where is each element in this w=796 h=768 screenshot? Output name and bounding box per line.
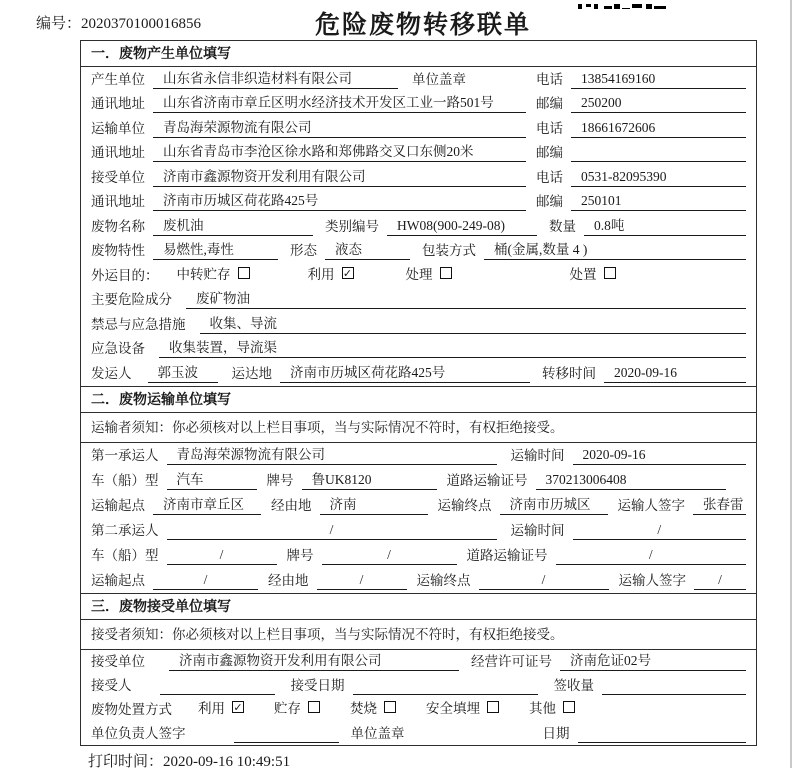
field-label: 禁忌与应急措施	[91, 316, 186, 332]
form-row	[81, 650, 756, 674]
section-note: 运输者须知：你必须核对以上栏目事项，当与实际情况不符时，有权拒绝接受。	[81, 413, 756, 443]
field-label: 第一承运人	[91, 447, 159, 463]
field-label: 签收量	[553, 677, 594, 693]
field-label: 发运人	[91, 365, 132, 381]
field-label: 接受单位	[91, 653, 145, 669]
blank-field-value	[234, 726, 339, 743]
field-label: 运输终点	[416, 572, 471, 588]
field-value: 2020-09-16	[604, 365, 746, 383]
field-label: 电话	[536, 71, 563, 87]
field-value: /	[153, 572, 258, 590]
form-row	[81, 468, 756, 493]
field-label: 道路运输证号	[446, 472, 528, 488]
field-value: 液态	[325, 239, 410, 261]
checkbox-option	[529, 698, 575, 719]
field-value: 济南市章丘区	[153, 493, 261, 515]
form-row	[81, 190, 756, 215]
field-label: 单位盖章	[412, 71, 466, 87]
field-label: 废物名称	[91, 218, 145, 234]
checkbox-label: 中转贮存	[176, 266, 231, 282]
field-label: 废物处置方式	[91, 701, 172, 717]
field-value: 250200	[571, 95, 746, 113]
blank-field-value	[578, 726, 747, 743]
checkbox-checked-icon: ✓	[342, 266, 353, 280]
field-label: 经营许可证号	[471, 653, 552, 669]
field-label: 接受人	[91, 677, 132, 693]
doc-number-label: 编号：	[36, 16, 82, 32]
form-row	[81, 568, 756, 593]
field-label: 运输起点	[91, 572, 145, 588]
field-value: 废机油	[153, 214, 313, 236]
blank-field-value	[160, 678, 275, 695]
form-row	[81, 493, 756, 518]
field-value: 13854169160	[571, 71, 746, 89]
checkbox-option	[570, 263, 616, 285]
field-value: 18661672606	[571, 120, 746, 138]
section-receiver	[81, 593, 756, 746]
form-row	[81, 165, 756, 190]
field-label: 单位负责人签字	[91, 725, 186, 741]
field-label: 运输单位	[91, 120, 145, 136]
section-rows	[81, 650, 756, 746]
checkbox-label: 利用	[307, 266, 335, 282]
checkbox-option	[406, 263, 452, 285]
field-label: 应急设备	[91, 341, 145, 356]
form-row	[81, 116, 756, 141]
field-label: 主要危险成分	[91, 292, 172, 307]
page-header	[0, 0, 796, 40]
field-label: 产生单位	[91, 71, 145, 87]
field-label: 类别编号	[325, 218, 379, 234]
field-label: 邮编	[536, 96, 563, 111]
checkbox-checked-icon: ✓	[233, 700, 243, 714]
form-row	[81, 312, 756, 337]
field-label: 牌号	[266, 472, 294, 488]
field-value: 收集、导流	[200, 312, 747, 334]
form-row	[81, 263, 756, 288]
checkbox-label: 焚烧	[350, 700, 377, 716]
field-value: 2020-09-16	[573, 447, 747, 465]
field-value: 济南市历城区荷花路425号	[153, 190, 526, 212]
field-value: 济南市鑫源物资开发利用有限公司	[169, 650, 459, 671]
field-label: 牌号	[286, 547, 314, 563]
form-row	[81, 239, 756, 264]
field-label: 车（船）型	[91, 547, 159, 563]
field-label: 邮编	[536, 145, 563, 160]
field-label: 运输人签字	[618, 572, 686, 588]
form-row	[81, 674, 756, 698]
field-value: 郭玉波	[148, 361, 218, 383]
field-label: 包装方式	[422, 243, 476, 258]
checkbox-option	[274, 698, 320, 719]
form-row	[81, 443, 756, 468]
field-value: 山东省济南市章丘区明水经济技术开发区工业一路501号	[153, 92, 526, 114]
checkbox-label: 其他	[529, 700, 556, 716]
field-value: 济南市鑫源物资开发利用有限公司	[153, 165, 526, 187]
field-label: 日期	[542, 725, 570, 741]
field-label: 运输时间	[510, 447, 565, 463]
field-label: 第二承运人	[91, 522, 159, 538]
field-label: 数量	[549, 218, 576, 234]
section-title: 一．废物产生单位填写	[81, 41, 756, 67]
section-producer	[81, 41, 756, 386]
field-value: 0531-82095390	[571, 169, 746, 187]
field-label: 接受日期	[290, 677, 345, 693]
doc-number-value: 2020370100016856	[81, 16, 202, 32]
field-value: 青岛海荣源物流有限公司	[153, 116, 526, 138]
field-label: 经由地	[271, 497, 312, 513]
blank-field-value	[353, 678, 538, 695]
field-value: 废矿物油	[186, 288, 746, 310]
manifest-form	[80, 40, 757, 746]
form-row	[81, 288, 756, 313]
form-row	[81, 141, 756, 166]
field-label: 废物特性	[91, 243, 145, 258]
checkbox-unchecked-icon	[238, 267, 250, 279]
field-label: 外运目的：	[91, 267, 159, 283]
field-value: /	[167, 547, 277, 565]
field-label: 形态	[290, 243, 317, 258]
section-title: 三．废物接受单位填写	[81, 594, 756, 620]
field-value: 易燃性,毒性	[153, 239, 278, 261]
form-row	[81, 337, 756, 362]
checkbox-unchecked-icon	[487, 701, 499, 713]
field-value: 济南	[320, 493, 428, 515]
field-label: 通讯地址	[91, 145, 145, 160]
form-row	[81, 361, 756, 386]
field-value: 山东省永信非织造材料有限公司	[153, 67, 398, 89]
form-row	[81, 214, 756, 239]
form-row	[81, 698, 756, 722]
field-label: 电话	[536, 169, 563, 185]
form-row	[81, 543, 756, 568]
checkbox-option	[350, 698, 396, 719]
blank-field-value	[602, 678, 746, 695]
field-value: /	[573, 522, 747, 540]
field-value: /	[556, 547, 747, 565]
field-value: 0.8吨	[584, 214, 746, 236]
field-label: 运输时间	[510, 522, 565, 538]
field-label: 运输人签字	[617, 497, 685, 513]
checkbox-unchecked-icon	[308, 701, 320, 713]
section-note: 接受者须知：你必须核对以上栏目事项，当与实际情况不符时，有权拒绝接受。	[81, 620, 756, 650]
section-rows	[81, 67, 756, 386]
qr-code-fragment-icon	[578, 0, 666, 9]
print-time	[88, 750, 290, 768]
field-value: /	[167, 522, 497, 540]
field-value: 鲁UK8120	[302, 468, 437, 490]
field-label: 电话	[536, 120, 563, 136]
field-value: HW08(900-249-08)	[387, 218, 537, 236]
checkbox-unchecked-icon	[440, 267, 452, 279]
field-label: 运输终点	[437, 497, 492, 513]
checkbox-label: 利用	[198, 700, 225, 716]
section-transporter	[81, 386, 756, 593]
field-label: 车（船）型	[91, 472, 159, 488]
checkbox-option	[177, 263, 250, 285]
page-edge-line	[790, 0, 792, 768]
field-label: 接受单位	[91, 169, 145, 185]
checkbox-option	[198, 698, 244, 719]
field-value: 山东省青岛市李沧区徐水路和郑佛路交叉口东侧20米	[153, 141, 526, 163]
field-label: 转移时间	[542, 365, 596, 381]
checkbox-label: 处理	[405, 266, 433, 282]
checkbox-label: 安全填埋	[426, 700, 480, 716]
blank-field-value	[571, 145, 746, 162]
checkbox-label: 贮存	[274, 700, 301, 716]
field-value: 青岛海荣源物流有限公司	[167, 443, 497, 465]
field-value: 张春雷	[693, 493, 746, 515]
field-label: 运输起点	[91, 497, 145, 513]
field-label: 通讯地址	[91, 194, 145, 209]
field-value: 桶(金属,数量 4 )	[484, 239, 746, 261]
field-value: 济南市历城区	[500, 493, 608, 515]
field-value: 济南危证02号	[560, 650, 746, 671]
field-label: 邮编	[536, 194, 563, 209]
form-row	[81, 722, 756, 746]
checkbox-option	[426, 698, 499, 719]
field-value: 汽车	[167, 468, 257, 490]
field-value: /	[479, 572, 609, 590]
field-value: /	[317, 572, 407, 590]
checkbox-label: 处置	[569, 266, 597, 282]
field-value: 370213006408	[536, 472, 726, 490]
field-label: 运达地	[231, 365, 272, 381]
checkbox-option	[308, 263, 354, 285]
field-value: 收集装置，导流渠	[159, 337, 746, 359]
field-label: 经由地	[268, 572, 309, 588]
form-row	[81, 518, 756, 543]
field-value: 250101	[571, 193, 746, 211]
section-rows	[81, 443, 756, 593]
section-title: 二．废物运输单位填写	[81, 387, 756, 413]
checkbox-unchecked-icon	[604, 267, 616, 279]
checkbox-unchecked-icon	[384, 701, 396, 713]
field-label: 道路运输证号	[466, 547, 548, 563]
field-label: 通讯地址	[91, 96, 145, 111]
form-row	[81, 92, 756, 117]
print-time-label: 打印时间：	[88, 754, 164, 768]
field-label: 单位盖章	[350, 725, 405, 741]
field-value: 济南市历城区荷花路425号	[280, 361, 530, 383]
page-title: 危险废物转移联单	[314, 11, 531, 39]
form-row	[81, 67, 756, 92]
field-value: /	[694, 572, 746, 590]
checkbox-unchecked-icon	[563, 701, 575, 713]
print-time-value: 2020-09-16 10:49:51	[163, 754, 291, 768]
field-value: /	[322, 547, 457, 565]
